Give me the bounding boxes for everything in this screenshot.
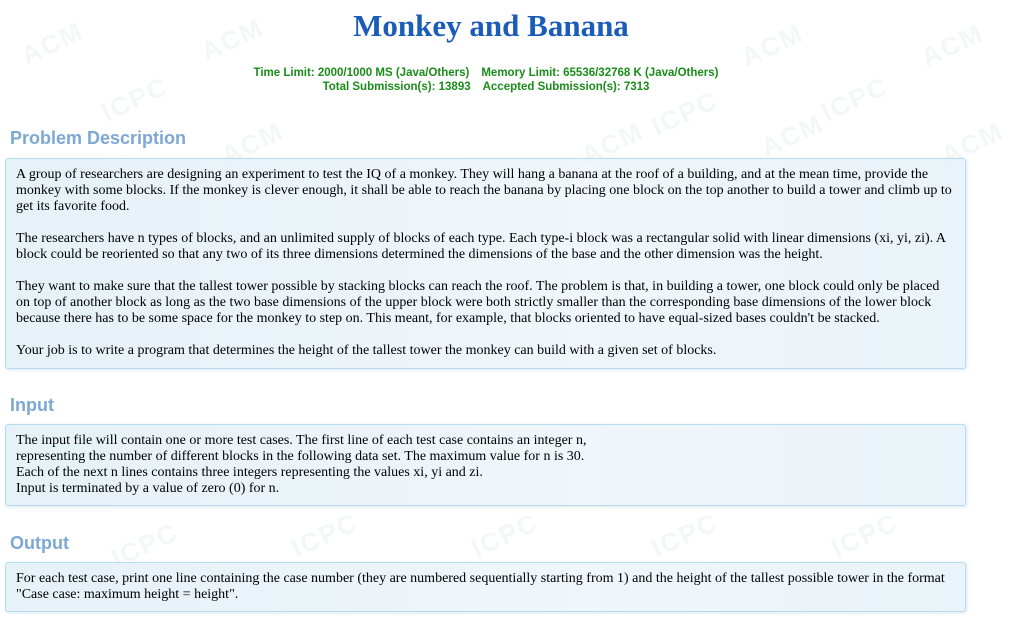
watermark-acm: ACM bbox=[736, 17, 809, 73]
time-limit: Time Limit: 2000/1000 MS (Java/Others) bbox=[253, 67, 470, 79]
watermark-icpc: ICPC bbox=[646, 84, 723, 142]
output-panel bbox=[5, 562, 966, 612]
accepted-submissions: Accepted Submission(s): 7313 bbox=[482, 81, 650, 93]
watermark-acm: ACM bbox=[196, 11, 269, 67]
input-line: Each of the next n lines contains three integers representing the values xi, yi and zi. bbox=[16, 465, 483, 480]
watermark-icpc: ICPC bbox=[826, 506, 903, 564]
input-line: Input is terminated by a value of zero (0) for n. bbox=[16, 481, 280, 496]
input-panel bbox=[5, 424, 966, 506]
watermark-icpc: ICPC bbox=[816, 70, 893, 128]
watermark-icpc: ICPC bbox=[286, 506, 363, 564]
description-heading: Problem Description bbox=[10, 128, 187, 148]
watermark-icpc: ICPC bbox=[96, 70, 173, 128]
watermark-icpc: ICPC bbox=[646, 506, 723, 564]
watermark-acm: ACM bbox=[936, 115, 1009, 171]
watermark-acm: ACM bbox=[916, 17, 989, 73]
description-panel bbox=[5, 158, 966, 369]
input-line: representing the number of different blocks in the following data set. The maximum value for n is 30. bbox=[16, 449, 585, 464]
description-paragraph: They want to make sure that the tallest tower possible by stacking blocks can reach the roof. The problem is that, in building a tower, one block could only be placed on top of another block as long as the two base dimensions of the upper block were both strictly smaller than the corresponding base dimensions of the lower block because there has to be some space for the monkey to step on. This meant, for example, that blocks oriented to have equal-sized bases couldn't be stacked. bbox=[16, 279, 940, 326]
memory-limit: Memory Limit: 65536/32768 K (Java/Others) bbox=[481, 67, 719, 79]
submissions-row bbox=[0, 80, 972, 94]
watermark-icpc: ICPC bbox=[466, 506, 543, 564]
input-heading: Input bbox=[10, 395, 54, 415]
watermark-acm: ACM bbox=[576, 115, 649, 171]
limits-row bbox=[0, 66, 972, 80]
watermark-acm: ACM bbox=[16, 15, 89, 71]
watermark-icpc: ICPC bbox=[106, 516, 183, 574]
input-line: The input file will contain one or more test cases. The first line of each test case contains an integer n, bbox=[16, 433, 587, 448]
total-submissions: Total Submission(s): 13893 bbox=[322, 81, 471, 93]
watermark-acm: ACM bbox=[756, 107, 829, 163]
problem-stats bbox=[0, 66, 972, 94]
description-paragraph: Your job is to write a program that determines the height of the tallest tower the monkey can build with a given set of blocks. bbox=[16, 343, 717, 358]
description-paragraph: The researchers have n types of blocks, and an unlimited supply of blocks of each type. Each type-i block was a rectangular solid with linear dimensions (xi, yi, zi). A block could be reoriented so that any two of its three dimensions determined the dimensions of the base and the other dimension was the height. bbox=[16, 231, 946, 262]
watermark-acm: ACM bbox=[216, 115, 289, 171]
problem-title: Monkey and Banana bbox=[353, 8, 629, 43]
description-paragraph: A group of researchers are designing an experiment to test the IQ of a monkey. They will hang a banana at the roof of a building, and at the mean time, provide the monkey with some blocks. If the monkey is clever enough, it shall be able to reach the banana by placing one block on the top another to build a tower and climb up to get its favorite food. bbox=[16, 167, 952, 214]
output-heading: Output bbox=[10, 533, 69, 553]
output-text: For each test case, print one line containing the case number (they are numbered sequentially starting from 1) and the height of the tallest possible tower in the format "Case case: maximum height = height". bbox=[16, 571, 945, 602]
